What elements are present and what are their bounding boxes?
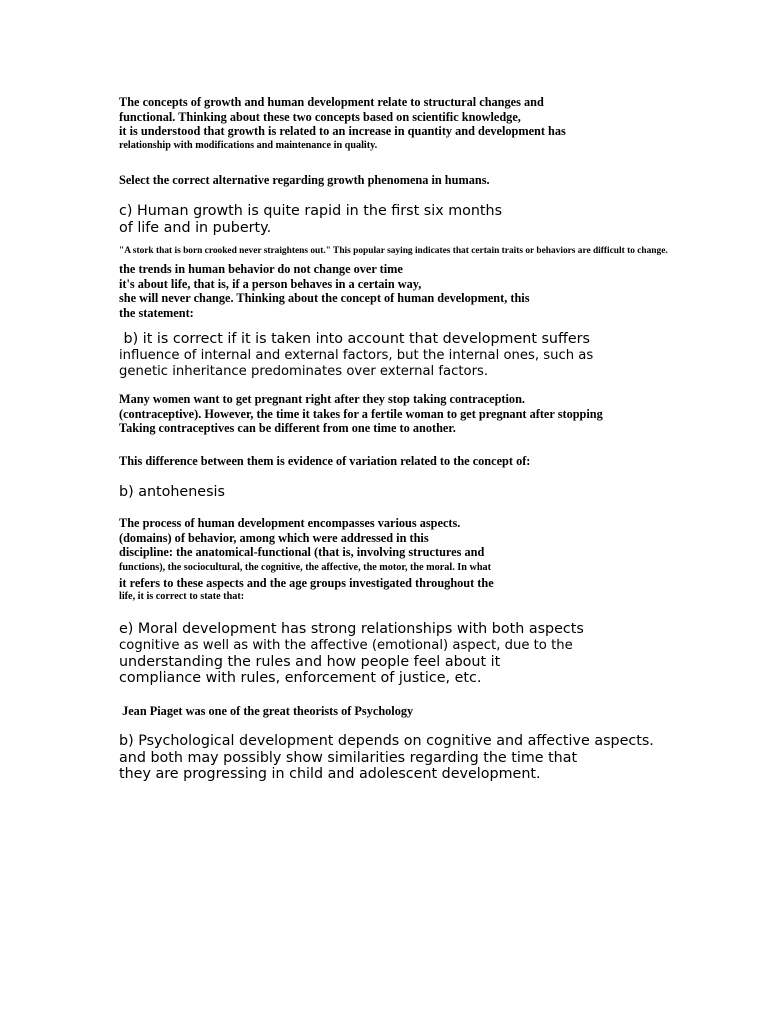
text-line: influence of internal and external factors, but the internal ones, such as	[119, 347, 594, 363]
text-line: compliance with rules, enforcement of justice, etc.	[119, 670, 482, 687]
text-line: Taking contraceptives can be different from one time to another.	[119, 421, 456, 436]
text-line: of life and in puberty.	[119, 219, 272, 236]
q4-body	[119, 516, 494, 603]
text-line: it is understood that growth is related to an increase in quantity and development has	[119, 124, 566, 139]
text-line: discipline: the anatomical-functional (that is, involving structures and	[119, 545, 485, 560]
text-line: she will never change. Thinking about the concept of human development, this	[119, 291, 530, 306]
text-line: relationship with modifications and maintenance in quality.	[119, 139, 378, 151]
text-line: Many women want to get pregnant right after they stop taking contraception.	[119, 392, 525, 406]
q4-answer	[119, 621, 584, 687]
q3-answer	[119, 484, 225, 501]
text-line: it refers to these aspects and the age groups investigated throughout the	[119, 575, 494, 590]
q1-answer	[119, 203, 502, 236]
text-line: genetic inheritance predominates over external factors.	[119, 363, 489, 379]
text-line: they are progressing in child and adolescent development.	[119, 766, 541, 783]
text-line: This difference between them is evidence of variation related to the concept of:	[119, 454, 531, 468]
q5-prompt	[119, 704, 413, 719]
text-line: the statement:	[119, 305, 194, 320]
text-line: The concepts of growth and human development relate to structural changes and	[119, 95, 544, 109]
text-line: Select the correct alternative regarding growth phenomena in humans.	[119, 173, 490, 187]
text-line: understanding the rules and how people feel about it	[119, 653, 501, 670]
text-line: e) Moral development has strong relationships with both aspects	[119, 621, 584, 637]
text-line: c) Human growth is quite rapid in the first six months	[119, 203, 503, 219]
text-line: (contraceptive). However, the time it takes for a fertile woman to get pregnant after stopping	[119, 406, 603, 421]
text-line: The process of human development encompasses various aspects.	[119, 516, 461, 530]
q5-answer	[119, 733, 654, 783]
text-line: the trends in human behavior do not change over time	[119, 262, 403, 276]
text-line: b) it is correct if it is taken into account that development suffers	[119, 331, 590, 347]
q2-answer	[119, 331, 593, 380]
text-line: cognitive as well as with the affective (emotional) aspect, due to the	[119, 637, 573, 653]
text-line: b) Psychological development depends on cognitive and affective aspects.	[119, 733, 654, 749]
q2-body	[119, 262, 530, 320]
text-line: it's about life, that is, if a person behaves in a certain way,	[119, 276, 422, 291]
text-line: (domains) of behavior, among which were addressed in this	[119, 530, 429, 545]
q1-prompt	[119, 173, 490, 188]
text-line: Jean Piaget was one of the great theorists of Psychology	[119, 704, 414, 718]
text-line: b) antohenesis	[119, 484, 225, 500]
q3-body	[119, 392, 603, 436]
text-line: functional. Thinking about these two concepts based on scientific knowledge,	[119, 109, 521, 124]
text-line: life, it is correct to state that:	[119, 591, 245, 603]
q3-prompt	[119, 454, 530, 469]
q1-intro	[119, 95, 566, 152]
text-line: "A stork that is born crooked never straightens out." This popular saying indicates that certain traits or behaviors are difficult to change.	[119, 246, 668, 256]
text-line: functions), the sociocultural, the cognitive, the affective, the motor, the moral. In what	[119, 561, 491, 573]
q2-quote	[119, 245, 668, 257]
text-line: and both may possibly show similarities regarding the time that	[119, 749, 578, 766]
